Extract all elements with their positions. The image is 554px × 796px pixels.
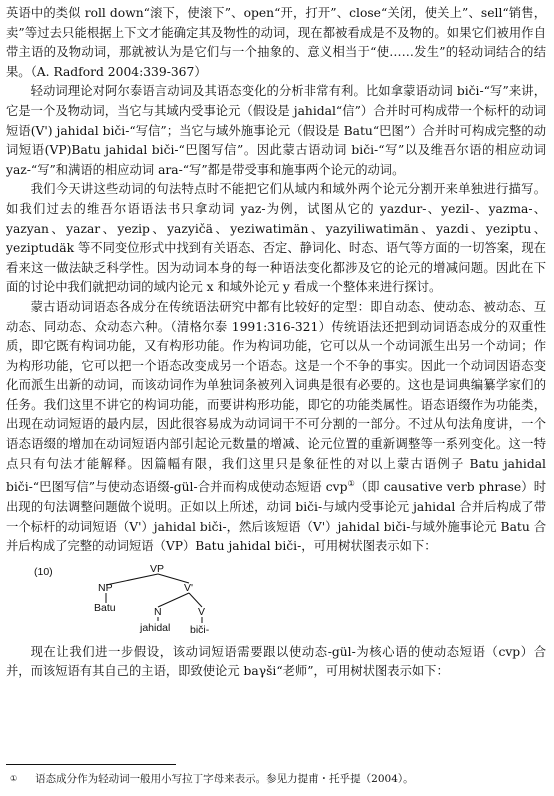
leaf-jahidal: jahidal [140, 621, 171, 634]
document-body [6, 4, 546, 682]
paragraph-5: 现在让我们进一步假设，该动词短语需要跟以使动态-gül-为核心语的使动态短语（cvp）合并，而该短语有其自己的主语，即致使论元 baγši“老师”，可用树状图表示如下： [6, 644, 546, 679]
node-np: NP [98, 581, 113, 594]
node-vp: VP [150, 562, 165, 575]
footnote-divider [6, 764, 176, 765]
footnote-text: 语态成分作为轻动词一般用小写拉丁字母来表示。参见力提甫・托乎提（2004）。 [35, 773, 414, 785]
leaf-batu: Batu [94, 601, 116, 614]
paragraph-2: 轻动词理论对阿尔泰语言动词及其语态变化的分析非常有利。比如拿蒙语动词 biči-“写”来讲，它是一个及物动词，当它与其域内受事论元（假设是 jahidal“信”）合并时可构成带一个标杆的动词短语(V') jahidal biči-“写信”；当它与域外施事论元（假设是 Batu“巴图”）合并时可构成完整的动词短语(VP)Batu jahidal biči-“巴图写信”。因此蒙古语动词 biči-“写”以及维吾尔语的相应动词 yaz-“写”和满语的相应动词 ara-“写”都是带受事和施事两个论元的动词。 [6, 84, 546, 177]
paragraph-4 [6, 298, 546, 557]
footnote [10, 772, 546, 786]
node-v: V [198, 605, 206, 618]
paragraph-4-text: 蒙古语动词语态各成分在传统语法研究中都有比较好的定型：即自动态、使动态、被动态、互动态、同动态、众动态六种。（清格尔泰 1991:316-321）传统语法还把到动词语态成分的双重性质，即它既有构词功能，又有构形功能。作为构词功能，它可以从一个动词派生出另一个动词；作为构形功能，它可以把一个语态改变成另一个语态。这是一个不争的事实。因此一个动词因语态变化而派生出新的动词，而该动词作为单独词条被列入词典是很有必要的。这也是词典编纂学家们的任务。我们这里不讲它的构词功能，而要讲构形功能，即它的功能类属性。语态语缀作为功能类，出现在动词短语的最内层，因此很容易成为动词词干不可分割的一部分。不过从句法角度讲，一个语态语缀的增加在动词短语内部引起论元数量的增减、论元位置的重新调整等一系列变化。这一特点只有句法才能解释。因篇幅有限，我们这里只是象征性的对以上蒙古语例子 Batu jahidal biči-“巴图写信”与使动态语缀-gül-合并而构成使动态短语 cvp [6, 299, 546, 495]
example-number: (10) [34, 565, 53, 578]
leaf-bici: biči- [190, 623, 210, 636]
paragraph-4-text-cont: （即 causative verb phrase）时出现的句法调整问题做个说明。正如以上所述，动词 biči-与域内受事论元 jahidal 合并后构成了带一个标杆的动词短语（V'）jahidal biči-，然后该短语（V'）jahidal biči-与域外施事论元 Batu 合并后构成了完整的动词短语（VP）Batu jahidal biči-，可用树状图表示如下： [6, 480, 546, 554]
paragraph-1: 英语中的类似 roll down“滚下，使滚下”、open“开，打开”、close“关闭，使关上”、sell“销售，卖”等过去只能根据上下文才能确定其及物性的动词，现在都被看成是不及物的。如果它们被用作自带主语的及物动词，那就被认为是它们与一个抽象的、意义相当于“使……发生”的轻动词结合的结果。（A. Radford 2004:339-367） [6, 6, 546, 79]
syntax-tree [6, 563, 546, 639]
paragraph-3: 我们今天讲这些动词的句法特点时不能把它们从域内和域外两个论元分割开来单独进行描写。如我们过去的维吾尔语语法书只拿动词 yaz-为例，试图从它的 yazdur-、yezil-、yazma-、yazyan、yazar、yezip、yazyičä、yeziwatimän、yazyiliwatimän、yazdi、yeziptu、yeziptudäk 等不同变位形式中找到有关语态、否定、静词化、时态、语气等方面的一切答案，现在看来这一做法缺乏科学性。因为动词本身的每一种语法变化都涉及它的论元的增减问题。因此在下面的讨论中我们就把动词的域内论元 x 和域外论元 y 看成一个整体来进行探讨。 [6, 182, 546, 295]
node-vbar: V' [184, 581, 194, 594]
footnote-ref[interactable]: ① [347, 479, 355, 489]
footnote-mark: ① [10, 774, 18, 783]
node-n: N [154, 605, 162, 618]
